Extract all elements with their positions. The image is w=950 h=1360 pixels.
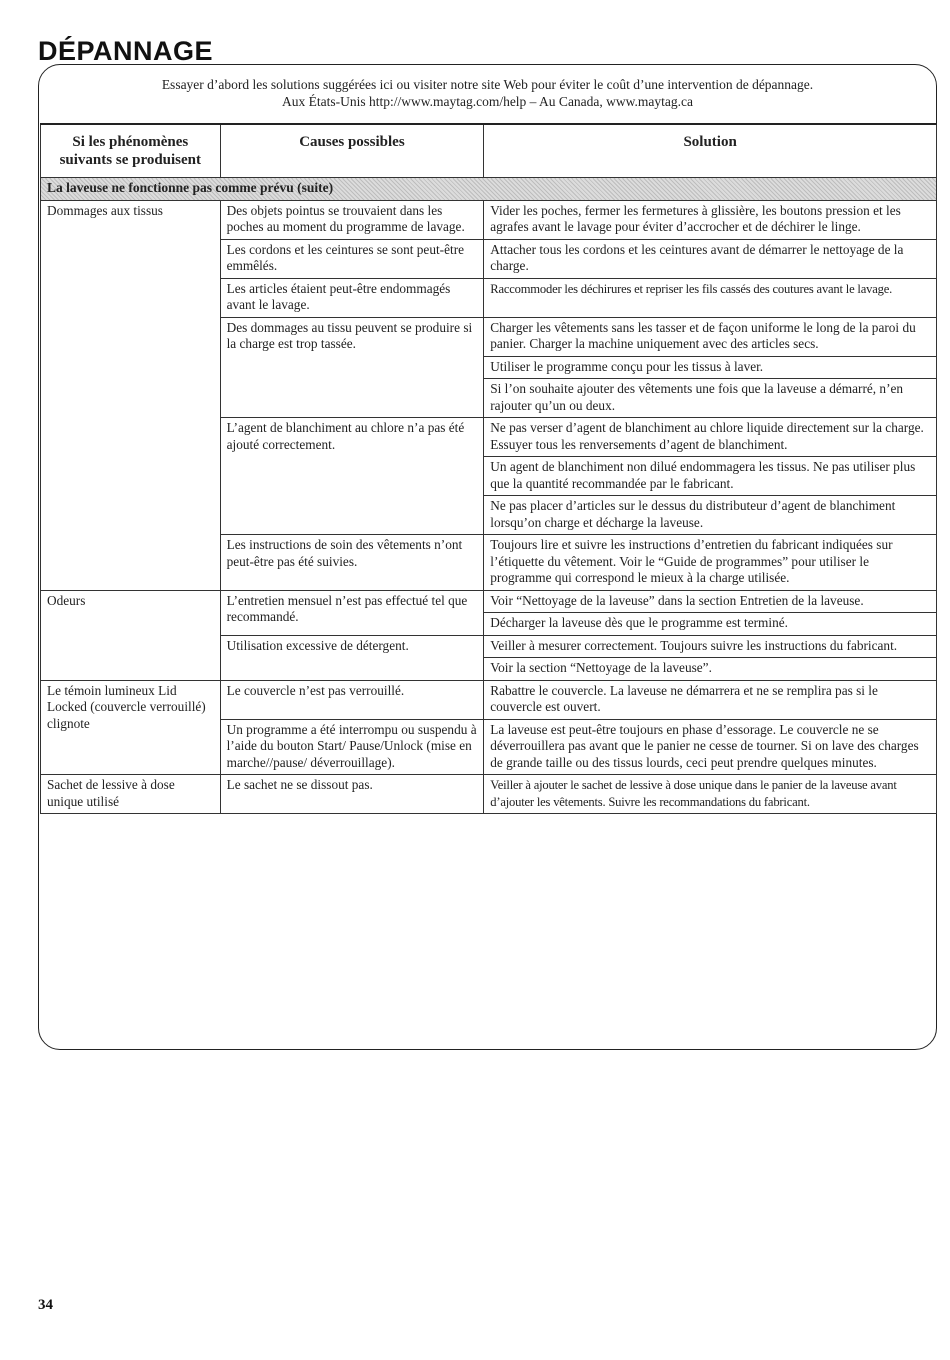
solution-cell: La laveuse est peut-être toujours en phase d’essorage. Le couvercle ne se déverrouillera pas avant que le panier ne cesse de tourner. Si on lave des charges de grande taille ou des tissus lourds, ceci peut prendre quelques minutes. (484, 719, 937, 775)
header-solution: Solution (484, 124, 937, 178)
solution-cell: Raccommoder les déchirures et repriser les fils cassés des coutures avant le lavage. (484, 278, 937, 317)
symptom-cell: Dommages aux tissus (41, 200, 221, 590)
symptom-cell: Sachet de lessive à dose unique utilisé (41, 775, 221, 814)
cause-cell: Le sachet ne se dissout pas. (220, 775, 484, 814)
cause-cell: Les articles étaient peut-être endommagés avant le lavage. (220, 278, 484, 317)
header-symptom: Si les phénomènes suivants se produisent (41, 124, 221, 178)
symptom-cell: Le témoin lumineux Lid Locked (couvercle verrouillé) clignote (41, 680, 221, 775)
solution-cell: Rabattre le couvercle. La laveuse ne démarrera et ne se remplira pas si le couvercle est ouvert. (484, 680, 937, 719)
solution-cell: Si l’on souhaite ajouter des vêtements une fois que la laveuse a démarré, n’en rajouter qu’un ou deux. (484, 379, 937, 418)
cause-cell: Un programme a été interrompu ou suspendu à l’aide du bouton Start/ Pause/Unlock (mise en marche//pause/ déverrouillage). (220, 719, 484, 775)
intro-text (40, 76, 935, 110)
solution-cell: Voir la section “Nettoyage de la laveuse”. (484, 658, 937, 681)
table-row (41, 200, 937, 239)
cause-cell: Des dommages au tissu peuvent se produire si la charge est trop tassée. (220, 317, 484, 418)
section-banner-label: La laveuse ne fonctionne pas comme prévu (suite) (47, 180, 334, 195)
solution-cell: Vider les poches, fermer les fermetures à glissière, les boutons pression et les agrafes avant le lavage pour éviter d’accrocher et de déchirer le linge. (484, 200, 937, 239)
solution-cell: Ne pas verser d’agent de blanchiment au chlore liquide directement sur la charge. Essuyer tous les renversements d’agent de blanchiment. (484, 418, 937, 457)
cause-cell: L’entretien mensuel n’est pas effectué tel que recommandé. (220, 590, 484, 635)
page-number: 34 (38, 1297, 53, 1313)
table-header-row (41, 124, 937, 178)
intro-line-2: Aux États-Unis http://www.maytag.com/help – Au Canada, www.maytag.ca (281, 94, 694, 109)
solution-cell: Ne pas placer d’articles sur le dessus du distributeur d’agent de blanchiment lorsqu’on charge et décharge la laveuse. (484, 496, 937, 535)
cause-cell: Les cordons et les ceintures se sont peut-être emmêlés. (220, 239, 484, 278)
symptom-cell: Odeurs (41, 590, 221, 680)
page-title: DÉPANNAGE (38, 36, 214, 66)
cause-cell: Des objets pointus se trouvaient dans les poches au moment du programme de lavage. (220, 200, 484, 239)
cause-cell: L’agent de blanchiment au chlore n’a pas été ajouté correctement. (220, 418, 484, 535)
table-row (41, 590, 937, 613)
solution-cell: Toujours lire et suivre les instructions d’entretien du fabricant indiquées sur l’étiquette du vêtement. Voir le “Guide de programmes” pour utiliser le programme qui correspond le mieux à la charge utilisée. (484, 535, 937, 591)
section-banner-row (41, 178, 937, 201)
intro-line-1: Essayer d’abord les solutions suggérées ici ou visiter notre site Web pour éviter le coût d’une intervention de dépannage. (161, 77, 814, 92)
solution-cell: Décharger la laveuse dès que le programme est terminé. (484, 613, 937, 636)
cause-cell: Utilisation excessive de détergent. (220, 635, 484, 680)
solution-cell: Charger les vêtements sans les tasser et de façon uniforme le long de la paroi du panier. Charger la machine uniquement avec des articles secs. (484, 317, 937, 356)
solution-cell: Veiller à mesurer correctement. Toujours suivre les instructions du fabricant. (484, 635, 937, 658)
section-banner (41, 178, 937, 201)
troubleshooting-table (40, 123, 937, 814)
solution-cell: Voir “Nettoyage de la laveuse” dans la section Entretien de la laveuse. (484, 590, 937, 613)
solution-cell: Attacher tous les cordons et les ceintures avant de démarrer le nettoyage de la charge. (484, 239, 937, 278)
solution-cell: Utiliser le programme conçu pour les tissus à laver. (484, 356, 937, 379)
table-row (41, 680, 937, 719)
solution-cell: Veiller à ajouter le sachet de lessive à dose unique dans le panier de la laveuse avant d’ajouter les vêtements. Suivre les recommandations du fabricant. (484, 775, 937, 814)
cause-cell: Le couvercle n’est pas verrouillé. (220, 680, 484, 719)
header-cause: Causes possibles (220, 124, 484, 178)
table-row (41, 775, 937, 814)
cause-cell: Les instructions de soin des vêtements n’ont peut-être pas été suivies. (220, 535, 484, 591)
solution-cell: Un agent de blanchiment non dilué endommagera les tissus. Ne pas utiliser plus que la quantité recommandée par le fabricant. (484, 457, 937, 496)
